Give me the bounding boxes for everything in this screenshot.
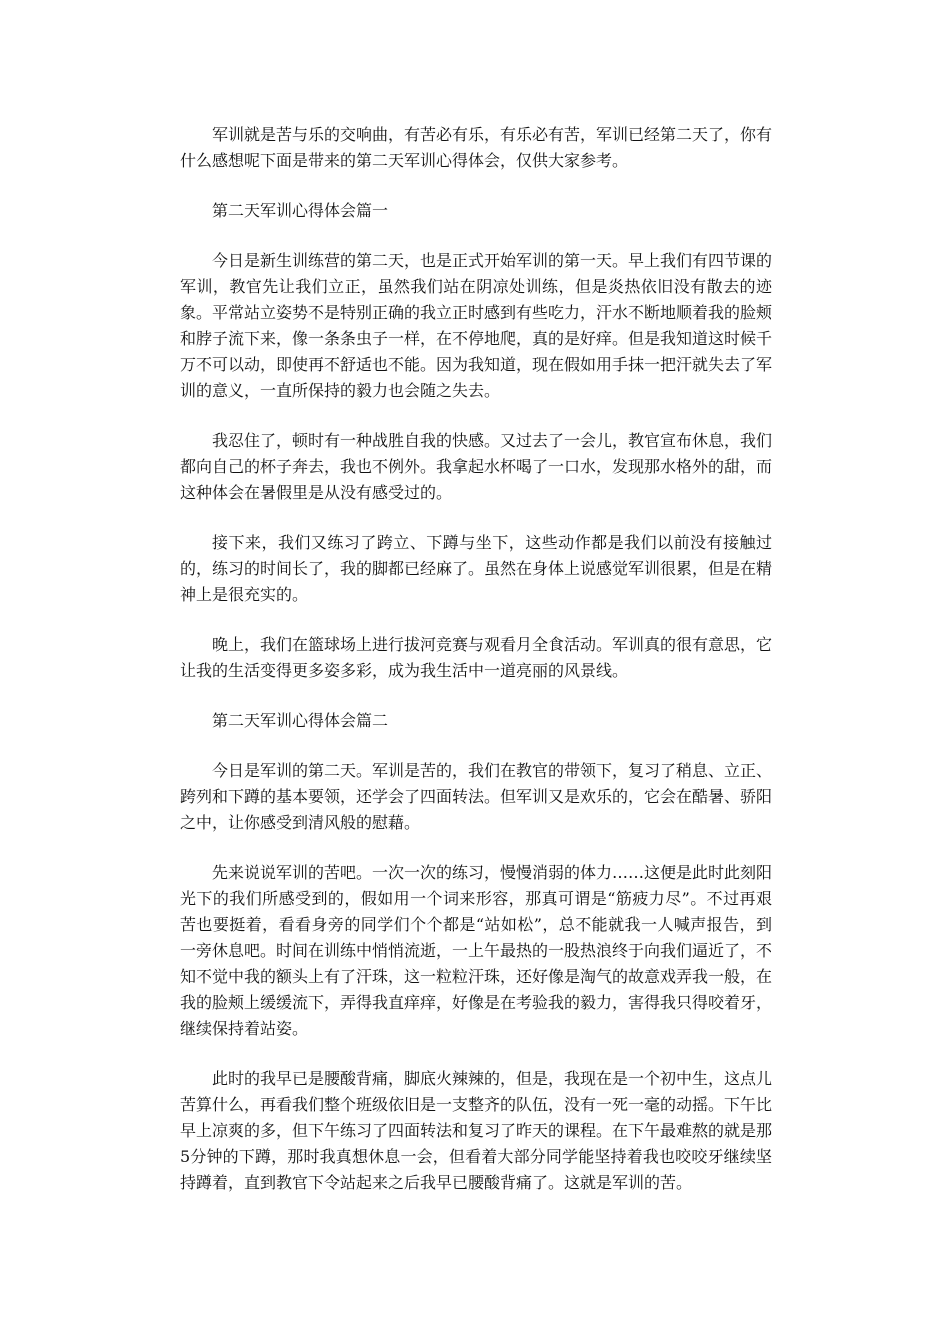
paragraph: 先来说说军训的苦吧。一次一次的练习，慢慢消弱的体力……这便是此时此刻阳光下的我们所感受到的，假如用一个词来形容，那真可谓是“筋疲力尽”。不过再艰苦也要挺着，看看身旁的同学们个个都是“站如松”，总不能就我一人喊声报告，到一旁休息吧。时间在训练中悄悄流逝，一上午最热的一股热浪终于向我们逼近了，不知不觉中我的额头上有了汗珠，这一粒粒汗珠，还好像是淘气的故意戏弄我一般，在我的脸颊上缓缓流下，弄得我直痒痒，好像是在考验我的毅力，害得我只得咬着牙，继续保持着站姿。	[180, 863, 773, 1038]
paragraph: 今日是新生训练营的第二天，也是正式开始军训的第一天。早上我们有四节课的军训，教官先让我们立正，虽然我们站在阴凉处训练，但是炎热依旧没有散去的迹象。平常站立姿势不是特别正确的我立正时感到有些吃力，汗水不断地顺着我的脸颊和脖子流下来，像一条条虫子一样，在不停地爬，真的是好痒。但是我知道这时候千万不可以动，即使再不舒适也不能。因为我知道，现在假如用手抹一把汗就失去了军训的意义，一直所保持的毅力也会随之失去。	[180, 251, 773, 400]
paragraph: 晚上，我们在篮球场上进行拔河竞赛与观看月全食活动。军训真的很有意思，它让我的生活变得更多姿多彩，成为我生活中一道亮丽的风景线。	[180, 635, 773, 680]
section-heading-1: 第二天军训心得体会篇一	[212, 201, 389, 220]
paragraph: 今日是军训的第二天。军训是苦的，我们在教官的带领下，复习了稍息、立正、跨列和下蹲的基本要领，还学会了四面转法。但军训又是欢乐的，它会在酷暑、骄阳之中，让你感受到清风般的慰藉。	[180, 761, 773, 832]
section-heading-2: 第二天军训心得体会篇二	[212, 711, 389, 730]
paragraph: 接下来，我们又练习了跨立、下蹲与坐下，这些动作都是我们以前没有接触过的，练习的时间长了，我的脚都已经麻了。虽然在身体上说感觉军训很累，但是在精神上是很充实的。	[180, 533, 773, 604]
intro-paragraph: 军训就是苦与乐的交响曲，有苦必有乐，有乐必有苦，军训已经第二天了，你有什么感想呢下面是带来的第二天军训心得体会，仅供大家参考。	[180, 125, 773, 170]
paragraph: 我忍住了，顿时有一种战胜自我的快感。又过去了一会儿，教官宣布休息，我们都向自己的杯子奔去，我也不例外。我拿起水杯喝了一口水，发现那水格外的甜，而这种体会在暑假里是从没有感受过的。	[180, 431, 773, 502]
paragraph: 此时的我早已是腰酸背痛，脚底火辣辣的，但是，我现在是一个初中生，这点儿苦算什么，再看我们整个班级依旧是一支整齐的队伍，没有一死一毫的动摇。下午比早上凉爽的多，但下午练习了四面转法和复习了昨天的课程。在下午最难熬的就是那5分钟的下蹲，那时我真想休息一会，但看着大部分同学能坚持着我也咬咬牙继续坚持蹲着，直到教官下令站起来之后我早已腰酸背痛了。这就是军训的苦。	[180, 1069, 773, 1192]
document-body	[180, 122, 772, 1220]
